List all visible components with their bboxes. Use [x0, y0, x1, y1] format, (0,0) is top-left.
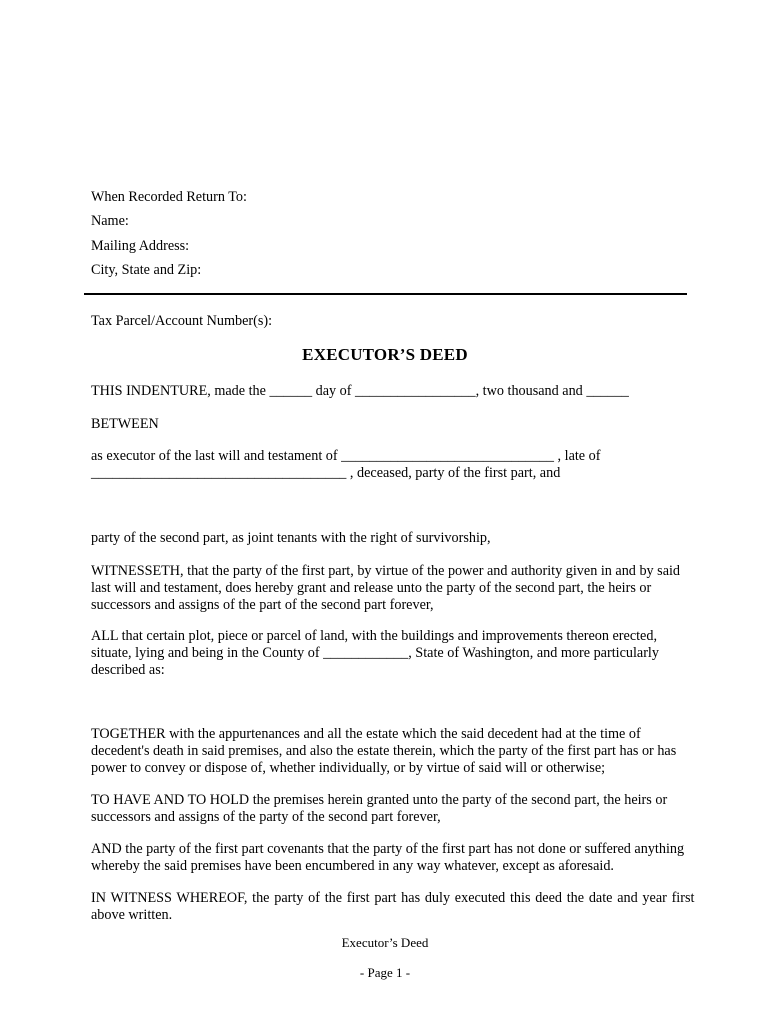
- together-line: power to convey or dispose of, whether individually, or by virtue of said will or otherwise;: [91, 760, 606, 776]
- tax-parcel-label: Tax Parcel/Account Number(s):: [91, 313, 273, 329]
- witness-whereof-paragraph: [91, 890, 695, 924]
- witnesseth-line: successors and assigns of the part of the second part forever,: [91, 597, 434, 613]
- footer-page-number: - Page 1 -: [359, 965, 411, 980]
- city-state-zip-label: City, State and Zip:: [91, 262, 202, 278]
- name-label: Name:: [91, 213, 129, 229]
- executor-line: as executor of the last will and testament of ______________________________ , late of: [91, 448, 601, 464]
- witness-line: IN WITNESS WHEREOF, the party of the first part has duly executed this deed the date and year first: [91, 890, 695, 906]
- covenant-line: whereby the said premises have been encumbered in any way whatever, except as aforesaid.: [91, 858, 614, 874]
- second-party-line: party of the second part, as joint tenants with the right of survivorship,: [91, 530, 491, 546]
- together-line: decedent's death in said premises, and also the estate therein, which the party of the first part has or has: [91, 743, 677, 759]
- together-line: TOGETHER with the appurtenances and all the estate which the said decedent had at the time of: [91, 726, 641, 742]
- covenant-paragraph: [91, 841, 683, 875]
- between-label: BETWEEN: [91, 416, 159, 432]
- land-description-paragraph: [91, 628, 683, 679]
- executor-paragraph: [91, 448, 683, 482]
- to-have-line: successors and assigns of the party of the second part forever,: [91, 809, 441, 825]
- witnesseth-line: WITNESSETH, that the party of the first part, by virtue of the power and authority given in and by said: [91, 563, 681, 579]
- header-divider: [84, 293, 687, 295]
- together-paragraph: [91, 726, 683, 777]
- mailing-address-label: Mailing Address:: [91, 238, 190, 254]
- footer-document-name: Executor’s Deed: [341, 935, 429, 950]
- executor-line: ____________________________________ , deceased, party of the first part, and: [91, 465, 561, 481]
- to-have-paragraph: [91, 792, 683, 826]
- witnesseth-paragraph: [91, 563, 683, 614]
- covenant-line: AND the party of the first part covenants that the party of the first part has not done or suffered anything: [91, 841, 685, 857]
- return-to-label: When Recorded Return To:: [91, 189, 247, 205]
- to-have-line: TO HAVE AND TO HOLD the premises herein granted unto the party of the second part, the heirs or: [91, 792, 668, 808]
- land-line: described as:: [91, 662, 165, 678]
- indenture-line: THIS INDENTURE, made the ______ day of _________________, two thousand and ______: [91, 383, 629, 399]
- land-line: situate, lying and being in the County of ____________, State of Washington, and more particularly: [91, 645, 659, 661]
- land-line: ALL that certain plot, piece or parcel of land, with the buildings and improvements thereon erected,: [91, 628, 657, 644]
- document-title: EXECUTOR’S DEED: [302, 345, 468, 364]
- witness-line: above written.: [91, 907, 173, 923]
- witnesseth-line: last will and testament, does hereby grant and release unto the party of the second part, the heirs or: [91, 580, 652, 596]
